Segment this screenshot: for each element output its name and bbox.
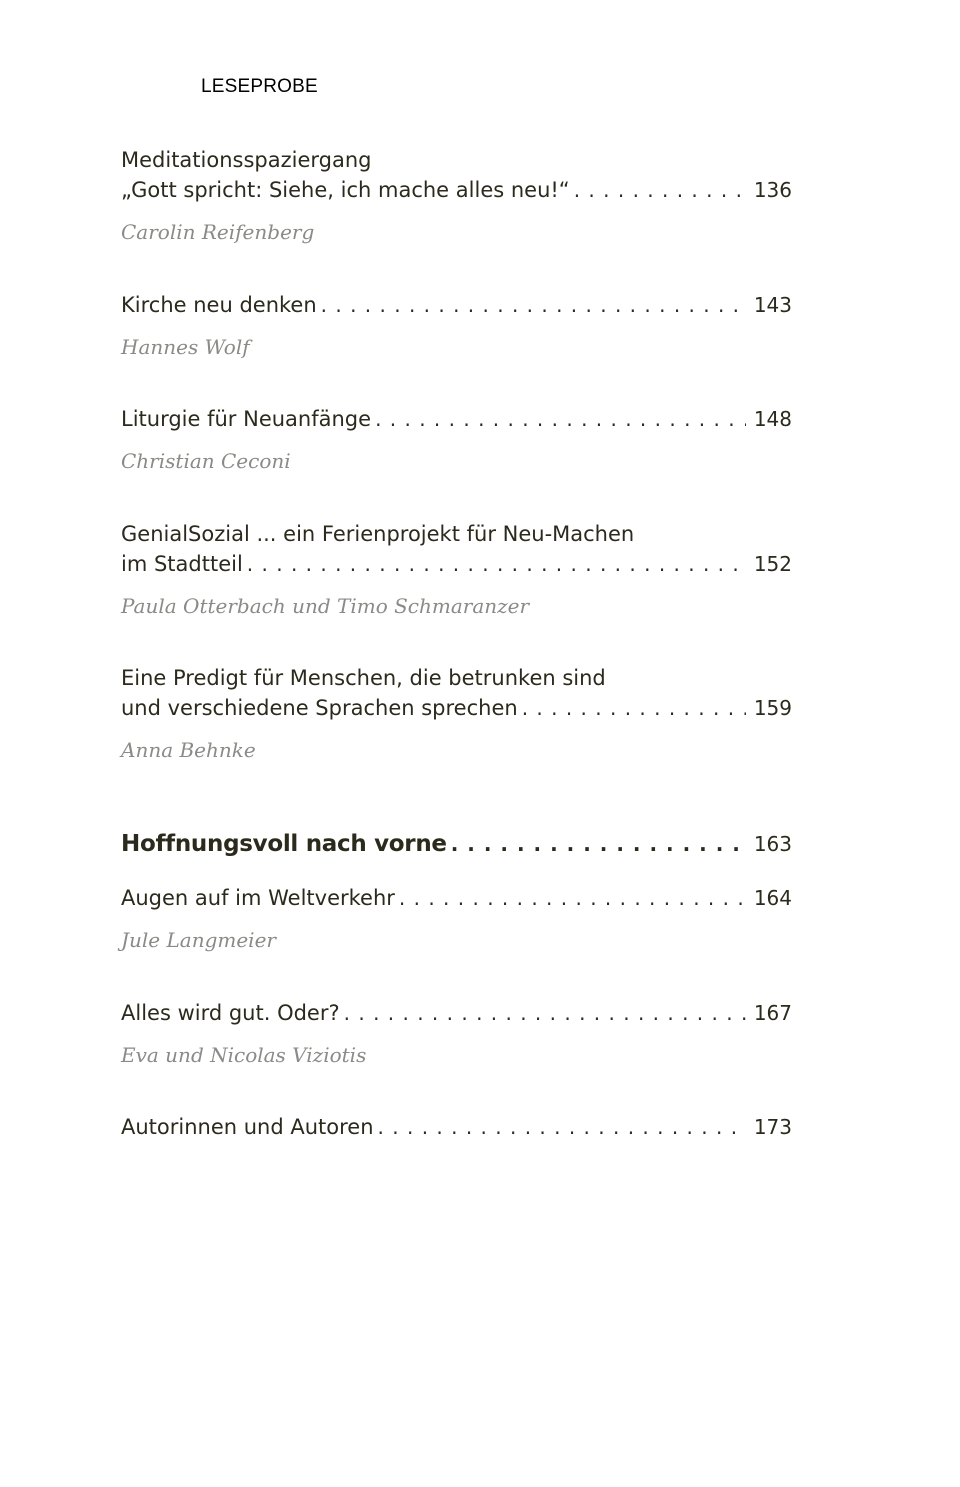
toc-entry-title-text: Alles wird gut. Oder? xyxy=(121,1001,340,1025)
toc-entry[interactable] xyxy=(121,998,792,1070)
toc-entry-author: Jule Langmeier xyxy=(121,928,276,952)
page-number: 152 xyxy=(753,552,792,576)
toc-entry-author: Hannes Wolf xyxy=(121,335,250,359)
toc-entry-author: Eva und Nicolas Viziotis xyxy=(121,1043,367,1067)
toc-entry[interactable] xyxy=(121,1112,792,1142)
toc-entry-title-line xyxy=(121,290,792,320)
toc-entry-title-line xyxy=(121,883,792,913)
page-number: 159 xyxy=(753,696,792,720)
dot-leader xyxy=(451,829,746,859)
toc-entry-title-text: „Gott spricht: Siehe, ich mache alles neu!“ xyxy=(121,178,570,202)
toc-entry-title-text: Autorinnen und Autoren xyxy=(121,1115,374,1139)
toc-entry[interactable] xyxy=(121,663,792,765)
toc-entry-title-line: Eine Predigt für Menschen, die betrunken sind xyxy=(121,666,606,690)
toc-entry-author: Christian Ceconi xyxy=(121,449,291,473)
toc-entry-title-text: im Stadtteil xyxy=(121,552,243,576)
page-number: 167 xyxy=(753,1001,792,1025)
dot-leader xyxy=(522,693,746,723)
toc-entry-title-text: Augen auf im Weltverkehr xyxy=(121,886,395,910)
dot-leader xyxy=(247,549,746,579)
section-title-text: Hoffnungsvoll nach vorne xyxy=(121,831,447,857)
toc-entry-author: Carolin Reifenberg xyxy=(121,220,315,244)
toc-entry-title-line: Meditationsspaziergang xyxy=(121,148,372,172)
toc-entry-title-line: GenialSozial ... ein Ferienprojekt für Neu-Machen xyxy=(121,522,635,546)
dot-leader xyxy=(399,883,746,913)
toc-entry-author: Paula Otterbach und Timo Schmaranzer xyxy=(121,594,530,618)
toc-entry[interactable] xyxy=(121,404,792,476)
toc-entry-title-line xyxy=(121,1112,792,1142)
toc-entry-author: Anna Behnke xyxy=(121,738,256,762)
page-number: 148 xyxy=(753,407,792,431)
toc-entry-title-text: Kirche neu denken xyxy=(121,293,317,317)
toc-entry-title-line xyxy=(121,998,792,1028)
dot-leader xyxy=(378,1112,746,1142)
toc-entry-title-line xyxy=(121,693,792,723)
toc-entry-title-line xyxy=(121,404,792,434)
running-header: LESEPROBE xyxy=(201,76,318,97)
dot-leader xyxy=(321,290,746,320)
toc-entry-title-line xyxy=(121,175,792,205)
toc-entry[interactable] xyxy=(121,519,792,621)
dot-leader xyxy=(375,404,746,434)
toc-entry[interactable] xyxy=(121,290,792,362)
toc-entry-title-text: und verschiedene Sprachen sprechen xyxy=(121,696,518,720)
toc-entry[interactable] xyxy=(121,145,792,247)
dot-leader xyxy=(344,998,746,1028)
toc-entry-title-line xyxy=(121,829,792,859)
page-number: 164 xyxy=(753,886,792,910)
dot-leader xyxy=(574,175,746,205)
toc-entry[interactable] xyxy=(121,883,792,955)
page-number: 163 xyxy=(753,832,792,856)
toc-section-heading[interactable] xyxy=(121,829,792,859)
page-number: 136 xyxy=(753,178,792,202)
toc-entry-title-line xyxy=(121,549,792,579)
page-number: 173 xyxy=(753,1115,792,1139)
page-number: 143 xyxy=(753,293,792,317)
toc-entry-title-text: Liturgie für Neuanfänge xyxy=(121,407,372,431)
